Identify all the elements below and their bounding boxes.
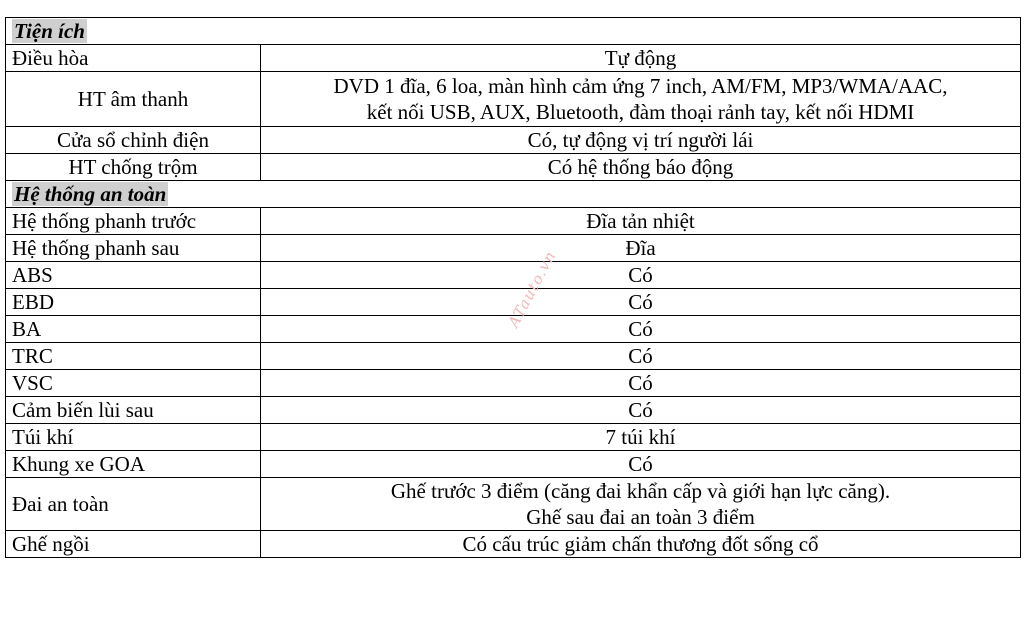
table-row [6, 370, 1021, 397]
row-label: Ghế ngồi [6, 531, 261, 558]
row-value: Đĩa [261, 235, 1021, 262]
row-value: Có [261, 343, 1021, 370]
row-label: Túi khí [6, 424, 261, 451]
table-row [6, 289, 1021, 316]
table-row [6, 424, 1021, 451]
row-value-line: Ghế trước 3 điểm (căng đai khẩn cấp và giới hạn lực căng). [390, 479, 891, 503]
row-label: Hệ thống phanh trước [6, 208, 261, 235]
table-row [6, 127, 1021, 154]
row-value [261, 478, 1021, 531]
row-label: HT chống trộm [6, 154, 261, 181]
row-value: Tự động [261, 45, 1021, 72]
row-value: Có [261, 370, 1021, 397]
row-label: Cửa sổ chỉnh điện [6, 127, 261, 154]
row-value: Có, tự động vị trí người lái [261, 127, 1021, 154]
row-value: Có [261, 262, 1021, 289]
table-row [6, 154, 1021, 181]
section-title: Hệ thống an toàn [14, 182, 167, 206]
table-row [6, 208, 1021, 235]
spec-table [5, 17, 1021, 558]
table-row [6, 531, 1021, 558]
section-header-amenities [6, 18, 1021, 45]
row-label: HT âm thanh [6, 72, 261, 127]
row-label: EBD [6, 289, 261, 316]
row-value: Có [261, 316, 1021, 343]
row-label: BA [6, 316, 261, 343]
row-value [261, 72, 1021, 127]
row-value: Có [261, 397, 1021, 424]
row-value: 7 túi khí [261, 424, 1021, 451]
row-label: Khung xe GOA [6, 451, 261, 478]
table-row [6, 72, 1021, 127]
row-label: VSC [6, 370, 261, 397]
row-value: Có [261, 451, 1021, 478]
section-title: Tiện ích [14, 19, 85, 43]
table-row [6, 343, 1021, 370]
row-label: Hệ thống phanh sau [6, 235, 261, 262]
row-value: Đĩa tản nhiệt [261, 208, 1021, 235]
row-label: Cảm biến lùi sau [6, 397, 261, 424]
row-value-line: DVD 1 đĩa, 6 loa, màn hình cảm ứng 7 inch, AM/FM, MP3/WMA/AAC, [333, 74, 948, 98]
row-value-line: Ghế sau đai an toàn 3 điểm [526, 505, 755, 529]
section-header-safety [6, 181, 1021, 208]
table-row [6, 316, 1021, 343]
table-row [6, 451, 1021, 478]
row-label: ABS [6, 262, 261, 289]
spec-table-container [5, 17, 1020, 558]
row-value: Có hệ thống báo động [261, 154, 1021, 181]
row-label: Điều hòa [6, 45, 261, 72]
table-row [6, 235, 1021, 262]
row-value: Có [261, 289, 1021, 316]
watermark: ATauto.vn [504, 247, 560, 331]
row-value-line: kết nối USB, AUX, Bluetooth, đàm thoại rảnh tay, kết nối HDMI [366, 100, 915, 124]
row-value: Có cấu trúc giảm chấn thương đốt sống cổ [261, 531, 1021, 558]
row-label: Đai an toàn [6, 478, 261, 531]
table-row [6, 262, 1021, 289]
row-label: TRC [6, 343, 261, 370]
table-row [6, 478, 1021, 531]
table-row [6, 45, 1021, 72]
table-row [6, 397, 1021, 424]
